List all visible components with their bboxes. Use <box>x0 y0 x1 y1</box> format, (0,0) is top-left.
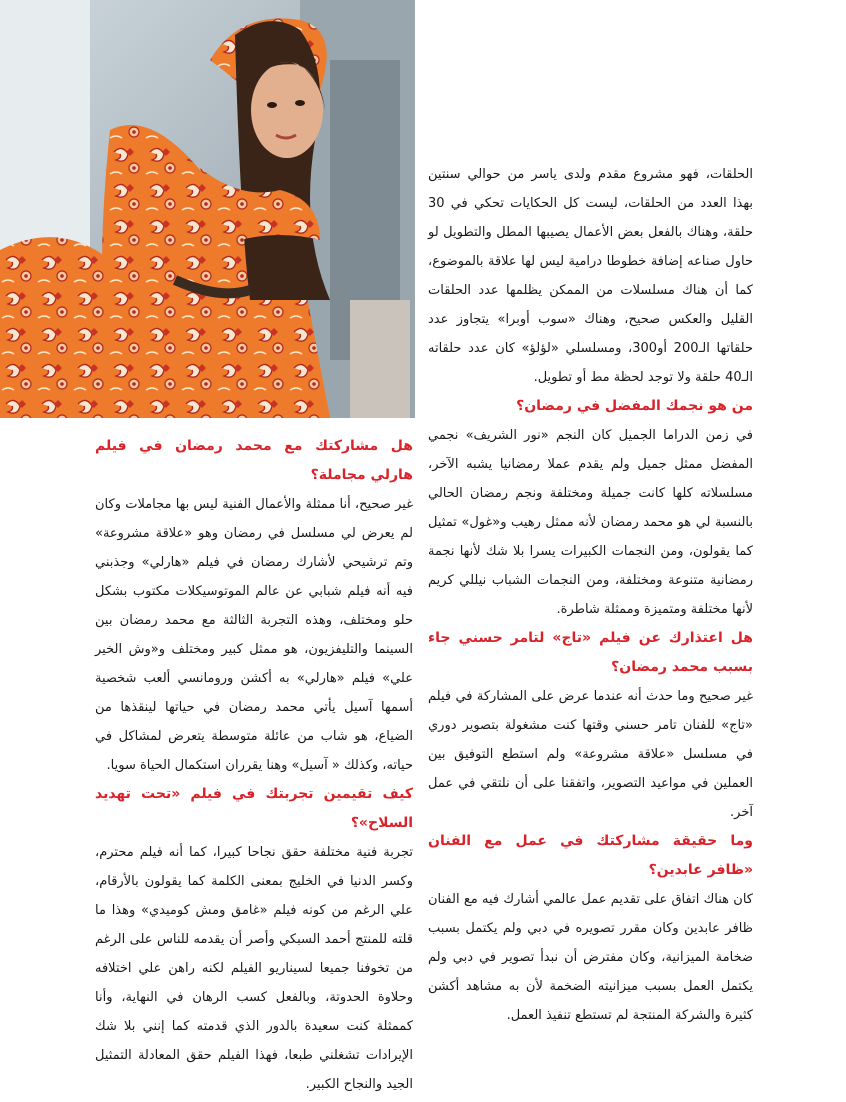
body-paragraph: تجربة فنية مختلفة حقق نجاحا كبيرا، كما أنه فيلم محترم، وكسر الدنيا في الخليج بمعنى الكلمة كما يقولون بالأرقام، علي الرغم من كونه فيلم «غامق ومش كوميدي» وهذا ما قلته للمنتج أحمد السبكي وأصر أن يقدمه للناس على الرغم من تخوفنا جميعا لسيناريو الفيلم لكنه راهن علي اختلافه وحلاوة الحدوتة، وبالفعل كسب الرهان في النهاية، وأنا كممثلة كنت سعيدة بالدور الذي قدمته كما إنني بلا شك الإيرادات تشغلني طبعا، فهذا الفيلم حقق المعادلة التمثيل الجيد والنجاح الكبير. <box>95 845 413 1092</box>
body-paragraph: في زمن الدراما الجميل كان النجم «نور الشريف» نجمي المفضل ممثل جميل ولم يقدم عملا رمضانيا يشبه الآخر، مسلسلاته كلها كانت جميلة ومختلفة ونجم رمضان الحالي بالنسبة لي هو محمد رمضان لأنه ممثل رهيب و«غول» تمثيل كما يقولون، ومن النجمات الكبيرات يسرا بلا شك لأنها نجمة رمضانية متنوعة ومختلفة، ومن النجمات الشباب نيللي كريم لأنها مختلفة ومتميزة وممثلة شاطرة. <box>428 428 753 617</box>
body-paragraph: غير صحيح وما حدث أنه عندما عرض على المشاركة في فيلم «تاج» للفنان تامر حسني وقتها كنت مشغولة بتصوير دوري في مسلسل «علاقة مشروعة» ولم استطع التوفيق بين العملين في مواعيد التصوير، واتفقنا على أن نلتقي في عمل آخر. <box>428 689 753 820</box>
question-heading: هل مشاركتك مع محمد رمضان في فيلم هارلي مجاملة؟ <box>95 438 413 483</box>
portrait-photo <box>0 0 415 418</box>
body-paragraph: الحلقات، فهو مشروع مقدم ولدى ياسر من حوالي سنتين بهذا العدد من الحلقات، ليست كل الحكايات تحكي في 30 حلقة، وهناك بالفعل بعض الأعمال يصيبها المطل والتطويل لو حاول صناعه إضافة خطوطا درامية ليس لها علاقة بالموضوع، كما أن هناك مسلسلات من الممكن يظلمها عدد الحلقات القليل والعكس صحيح، وهناك «سوب أوبرا» يتجاوز عدد حلقاتها الـ200 أو300، ومسلسلي «لؤلؤ» كان عدد حلقاته الـ40 حلقة ولا توجد لحظة مط أو تطويل. <box>428 167 754 385</box>
question-heading: كيف تقيمين تجربتك في فيلم «تحت تهديد السلاح»؟ <box>95 786 413 831</box>
question-heading: من هو نجمك المفضل في رمضان؟ <box>516 398 753 414</box>
article-left-column <box>95 432 413 1099</box>
portrait-illustration <box>0 0 415 418</box>
question-heading: وما حقيقة مشاركتك في عمل مع الفنان «ظافر عابدين؟ <box>428 833 753 878</box>
article-right-column <box>428 160 753 1030</box>
body-paragraph: غير صحيح، أنا ممثلة والأعمال الفنية ليس بها مجاملات وكان لم يعرض لي مسلسل في رمضان وهو «علاقة مشروعة» وتم ترشيحي لأشارك رمضان في فيلم «هارلي» وجذبني فيه أنه فيلم شبابي عن عالم الموتوسيكلات مكتوب بشكل حلو ومختلف، وهذه التجربة الثالثة مع محمد رمضان بين السينما والتليفزيون، هو ممثل كبير ومختلف و«وش الخير علي» فيلم «هارلي» به أكشن ورومانسي ألعب شخصية أسمها آسيل يأتي محمد رمضان في حياتها لينقذها من الضياع، هو شاب من عائلة متوسطة يتعرض لمشاكل في حياته، وكذلك « آسيل» وهنا يقرران استكمال الحياة سويا. <box>95 497 413 773</box>
body-paragraph: كان هناك اتفاق على تقديم عمل عالمي أشارك فيه مع الفنان ظافر عابدين وكان مقرر تصويره في دبي ولم يكتمل بسبب ضخامة الميزانية، وكان مفترض أن نبدأ تصوير في دبي ولم يكتمل العمل بسبب ميزانيته الضخمة لأن به مشاهد أكشن كثيرة والشركة المنتجة لم تستطع تنفيذ العمل. <box>428 892 753 1023</box>
question-heading: هل اعتذارك عن فيلم «تاج» لتامر حسني جاء بسبب محمد رمضان؟ <box>428 630 753 675</box>
